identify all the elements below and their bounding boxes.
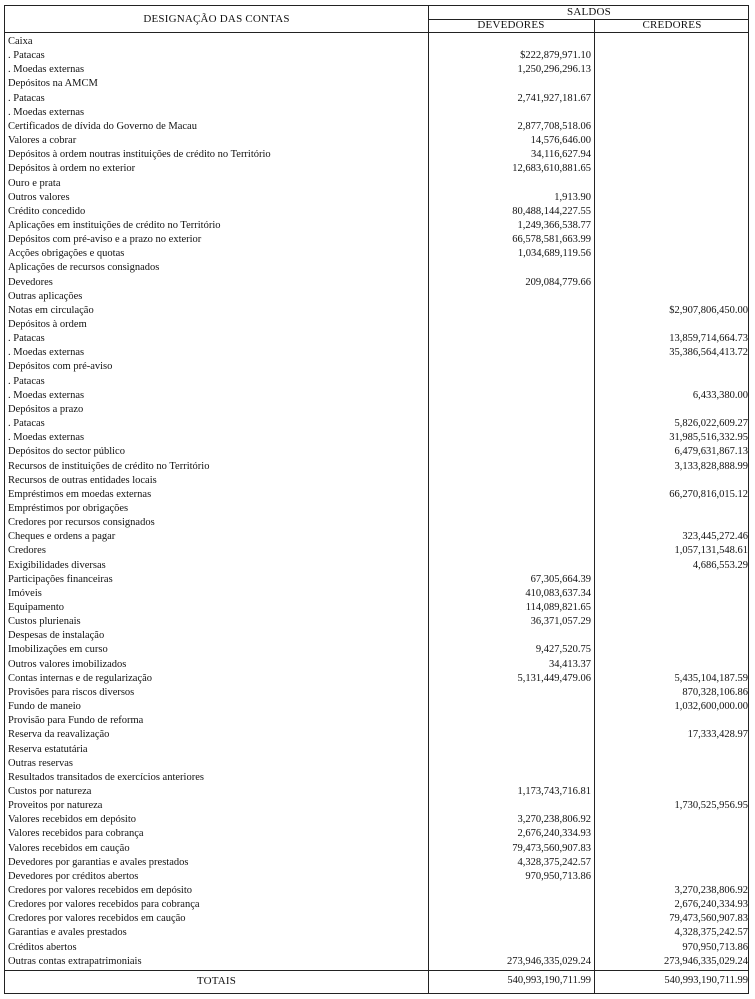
credit-balance: 66,270,816,015.12 xyxy=(669,488,748,500)
account-name: Garantias e avales prestados xyxy=(8,927,127,939)
table-row xyxy=(5,191,750,205)
header-devedores: DEVEDORES xyxy=(477,19,545,31)
table-row xyxy=(5,743,750,757)
table-row xyxy=(5,290,750,304)
table-row xyxy=(5,431,750,445)
account-name: Valores recebidos para cobrança xyxy=(8,828,144,840)
debit-balance: 1,034,689,119.56 xyxy=(517,248,591,260)
account-name: Devedores por créditos abertos xyxy=(8,870,139,882)
table-row xyxy=(5,672,750,686)
debit-balance: 66,578,581,663.99 xyxy=(512,234,591,246)
account-name: Depósitos com pré-aviso e a prazo no exterior xyxy=(8,234,202,246)
account-name: Credores por valores recebidos em caução xyxy=(8,913,186,925)
table-row xyxy=(5,757,750,771)
debit-balance: 410,083,637.34 xyxy=(525,587,591,599)
table-row xyxy=(5,912,750,926)
debit-balance: 14,576,646.00 xyxy=(530,135,591,147)
account-name: Empréstimos por obrigações xyxy=(8,502,129,514)
account-name: Devedores por garantias e avales prestados xyxy=(8,856,189,868)
account-name: Ouro e prata xyxy=(8,177,61,189)
account-name: . Moedas externas xyxy=(8,106,85,118)
debit-balance: 114,089,821.65 xyxy=(525,602,591,613)
account-name: . Moedas externas xyxy=(8,389,85,401)
totals-top-rule xyxy=(5,970,748,971)
account-name: Certificados de dívida do Governo de Macau xyxy=(8,120,197,132)
debit-balance: $222,879,971.10 xyxy=(520,50,591,62)
debit-balance: 1,250,296,296.13 xyxy=(517,64,591,76)
account-name: Valores recebidos em depósito xyxy=(8,814,137,826)
account-name: Cheques e ordens a pagar xyxy=(8,531,116,543)
account-name: Acções obrigações e quotas xyxy=(8,248,125,260)
debit-balance: 1,913.90 xyxy=(554,191,591,203)
account-name: Crédito concedido xyxy=(8,205,86,217)
credit-balance: 2,676,240,334.93 xyxy=(674,899,748,911)
debit-balance: 79,473,560,907.83 xyxy=(512,842,591,854)
table-row xyxy=(5,375,750,389)
credit-balance: 273,946,335,029.24 xyxy=(664,955,748,967)
table-row xyxy=(5,148,750,162)
table-row xyxy=(5,474,750,488)
table-row xyxy=(5,92,750,106)
table-row xyxy=(5,941,750,955)
credit-balance: 1,057,131,548.61 xyxy=(674,545,748,557)
debit-balance: 67,305,664.39 xyxy=(530,573,591,585)
table-row xyxy=(5,49,750,63)
header-designacao: DESIGNAÇÃO DAS CONTAS xyxy=(143,13,290,25)
table-row xyxy=(5,177,750,191)
account-name: Devedores xyxy=(8,276,53,288)
credit-balance: 6,433,380.00 xyxy=(692,389,748,401)
account-name: Imóveis xyxy=(8,587,42,599)
account-name: Valores recebidos em caução xyxy=(8,842,130,854)
account-name: Provisão para Fundo de reforma xyxy=(8,715,144,727)
table-row xyxy=(5,332,750,346)
account-name: . Moedas externas xyxy=(8,347,85,359)
account-name: Depósitos com pré-aviso xyxy=(8,361,113,373)
debit-balance: 970,950,713.86 xyxy=(525,870,591,882)
debit-balance: 34,413.37 xyxy=(549,658,591,670)
credit-balance: 870,328,106.86 xyxy=(682,686,748,698)
totals-debit: 540,993,190,711.99 xyxy=(507,975,591,986)
account-name: Credores xyxy=(8,545,46,557)
table-row xyxy=(5,502,750,516)
account-name: Provisões para riscos diversos xyxy=(8,686,135,698)
table-row xyxy=(5,403,750,417)
table-row xyxy=(5,488,750,502)
account-name: Contas internas e de regularização xyxy=(8,672,153,684)
credit-balance: 79,473,560,907.83 xyxy=(669,913,748,925)
table-row xyxy=(5,276,750,290)
table-row xyxy=(5,35,750,49)
credit-balance: 5,435,104,187.59 xyxy=(674,672,748,684)
account-name: Notas em circulação xyxy=(8,304,94,316)
account-name: Depósitos do sector público xyxy=(8,446,125,458)
account-name: . Patacas xyxy=(8,418,45,430)
table-row xyxy=(5,842,750,856)
account-name: Custos por natureza xyxy=(8,785,92,797)
table-row xyxy=(5,120,750,134)
account-name: Credores por recursos consignados xyxy=(8,517,155,529)
account-name: Depósitos à ordem xyxy=(8,319,87,330)
table-row xyxy=(5,601,750,615)
account-name: Aplicações de recursos consignados xyxy=(8,262,160,274)
debit-balance: 5,131,449,479.06 xyxy=(517,672,591,684)
table-row xyxy=(5,134,750,148)
table-row xyxy=(5,530,750,544)
account-name: Resultados transitados de exercícios anteriores xyxy=(8,771,204,783)
credit-balance: 4,686,553.29 xyxy=(692,559,748,571)
debit-balance: 36,371,057.29 xyxy=(530,616,591,628)
credit-balance: 1,730,525,956.95 xyxy=(674,800,748,812)
account-name: Fundo de maneio xyxy=(8,701,81,713)
credit-balance: 3,133,828,888.99 xyxy=(674,460,748,472)
debit-balance: 2,741,927,181.67 xyxy=(517,92,591,104)
debit-balance: 1,249,366,538.77 xyxy=(517,219,591,231)
table-row xyxy=(5,700,750,714)
table-row xyxy=(5,205,750,219)
table-row xyxy=(5,870,750,884)
totals-label: TOTAIS xyxy=(196,975,237,987)
account-name: Outras contas extrapatrimoniais xyxy=(8,955,142,967)
table-row xyxy=(5,389,750,403)
account-name: . Moedas externas xyxy=(8,64,85,76)
account-name: Proveitos por natureza xyxy=(8,800,103,812)
table-row xyxy=(5,460,750,474)
account-name: . Patacas xyxy=(8,333,45,345)
account-name: . Patacas xyxy=(8,50,45,62)
debit-balance: 4,328,375,242.57 xyxy=(517,856,591,868)
account-name: Recursos de outras entidades locais xyxy=(8,474,157,486)
table-row xyxy=(5,162,750,176)
table-row xyxy=(5,63,750,77)
credit-balance: 31,985,516,332.95 xyxy=(669,432,748,444)
table-row xyxy=(5,686,750,700)
table-row xyxy=(5,955,750,969)
account-name: Aplicações em instituições de crédito no Território xyxy=(8,219,221,231)
debit-balance: 2,877,708,518.06 xyxy=(517,120,591,132)
table-row xyxy=(5,813,750,827)
header-credores: CREDORES xyxy=(642,19,702,31)
table-row xyxy=(5,587,750,601)
account-name: Custos plurienais xyxy=(8,616,81,628)
credit-balance: 6,479,631,867.13 xyxy=(674,446,748,458)
account-name: Credores por valores recebidos em depósito xyxy=(8,885,192,896)
table-row xyxy=(5,856,750,870)
debit-balance: 273,946,335,029.24 xyxy=(507,955,591,967)
account-name: Depósitos na AMCM xyxy=(8,78,98,90)
account-name: Outras reservas xyxy=(8,757,74,769)
account-name: Exigibilidades diversas xyxy=(8,559,106,571)
table-row xyxy=(5,247,750,261)
credit-balance: 323,445,272.46 xyxy=(682,531,748,543)
account-name: Reserva da reavalização xyxy=(8,729,110,741)
debit-balance: 1,173,743,716.81 xyxy=(517,785,591,797)
table-row xyxy=(5,445,750,459)
debit-balance: 2,676,240,334.93 xyxy=(517,828,591,840)
account-name: Imobilizações em curso xyxy=(8,644,108,656)
table-row xyxy=(5,77,750,91)
table-row xyxy=(5,615,750,629)
credit-balance: $2,907,806,450.00 xyxy=(669,304,748,316)
table-row xyxy=(5,785,750,799)
table-row xyxy=(5,827,750,841)
account-name: Outros valores imobilizados xyxy=(8,658,127,670)
account-name: Reserva estatutária xyxy=(8,743,88,755)
table-row xyxy=(5,106,750,120)
account-name: Valores a cobrar xyxy=(8,135,77,147)
account-name: Depósitos a prazo xyxy=(8,403,84,415)
table-row xyxy=(5,417,750,431)
table-row xyxy=(5,799,750,813)
table-row xyxy=(5,658,750,672)
credit-balance: 970,950,713.86 xyxy=(682,941,748,953)
table-row xyxy=(5,926,750,940)
table-row xyxy=(5,643,750,657)
debit-balance: 12,683,610,881.65 xyxy=(512,163,591,175)
account-name: Equipamento xyxy=(8,602,64,613)
table-row xyxy=(5,219,750,233)
account-name: Empréstimos em moedas externas xyxy=(8,488,152,500)
table-row xyxy=(5,233,750,247)
table-row xyxy=(5,629,750,643)
credit-balance: 4,328,375,242.57 xyxy=(674,927,748,939)
table-row xyxy=(5,360,750,374)
account-name: Despesas de instalação xyxy=(8,630,105,642)
account-name: . Moedas externas xyxy=(8,432,85,444)
debit-balance: 3,270,238,806.92 xyxy=(517,814,591,826)
table-row xyxy=(5,898,750,912)
balance-sheet-table xyxy=(4,5,749,994)
header-saldos: SALDOS xyxy=(567,6,611,18)
debit-balance: 34,116,627.94 xyxy=(531,149,591,161)
table-row xyxy=(5,346,750,360)
account-name: Participações financeiras xyxy=(8,573,113,585)
credit-balance: 5,826,022,609.27 xyxy=(674,418,748,430)
account-name: Caixa xyxy=(8,36,33,47)
debit-balance: 9,427,520.75 xyxy=(535,644,591,656)
account-name: . Patacas xyxy=(8,375,45,387)
table-row xyxy=(5,559,750,573)
credit-balance: 13,859,714,664.73 xyxy=(669,333,748,345)
table-row xyxy=(5,318,750,332)
account-name: Outras aplicações xyxy=(8,290,83,302)
totals-credit: 540,993,190,711.99 xyxy=(664,975,748,986)
table-row xyxy=(5,573,750,587)
table-row xyxy=(5,261,750,275)
table-row xyxy=(5,714,750,728)
account-name: Depósitos à ordem noutras instituições de crédito no Território xyxy=(8,149,271,161)
credit-balance: 17,333,428.97 xyxy=(687,729,748,741)
account-name: Recursos de instituições de crédito no Território xyxy=(8,460,210,472)
table-row xyxy=(5,304,750,318)
credit-balance: 3,270,238,806.92 xyxy=(674,885,748,896)
account-name: Depósitos à ordem no exterior xyxy=(8,163,136,175)
account-name: . Patacas xyxy=(8,92,45,104)
debit-balance: 80,488,144,227.55 xyxy=(512,205,591,217)
account-name: Outros valores xyxy=(8,191,70,203)
table-row xyxy=(5,544,750,558)
account-name: Créditos abertos xyxy=(8,941,77,953)
table-row xyxy=(5,771,750,785)
credit-balance: 35,386,564,413.72 xyxy=(669,347,748,359)
table-row xyxy=(5,728,750,742)
table-row xyxy=(5,884,750,898)
table-row xyxy=(5,516,750,530)
credit-balance: 1,032,600,000.00 xyxy=(674,701,748,713)
account-name: Credores por valores recebidos para cobrança xyxy=(8,899,200,911)
debit-balance: 209,084,779.66 xyxy=(525,276,591,288)
